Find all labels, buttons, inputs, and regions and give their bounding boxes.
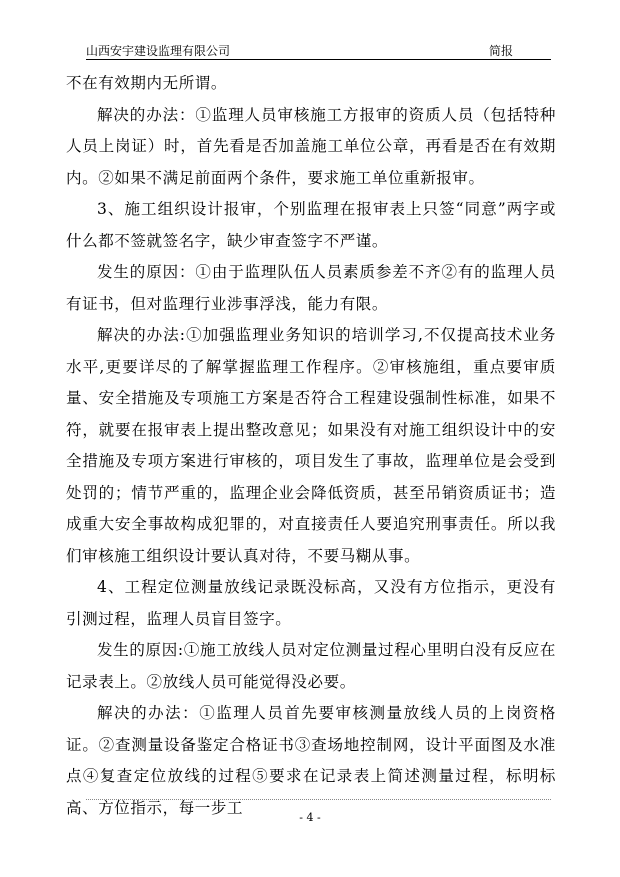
paragraph-solution-1: 解决的办法：①监理人员审核施工方报审的资质人员（包括特种人员上岗证）时，首先看是否加盖施工单位公章，再看是否在有效期内。②如果不满足前面两个条件，要求施工单位重新报审。 <box>66 105 556 187</box>
page-number: - 4 - <box>299 811 321 824</box>
paragraph-solution-3: 解决的办法:①加强监理业务知识的培训学习,不仅提高技术业务水平,更要详尽的了解掌握监理工作程序。②审核施组，重点要审质量、安全措施及专项施工方案是否符合工程建设强制性标准，如果不符，就要在报审表上提出整改意见；如果没有对施工组织设计中的安全措施及专项方案进行审核的，项目发生了事故，监理单位是会受到处罚的；情节严重的，监理企业会降低资质，甚至吊销资质证书；造成重大安全事故构成犯罪的，对直接责任人要追究刑事责任。所以我们审核施工组织设计要认真对待，不要马糊从事。 <box>66 326 556 565</box>
paragraph-cause-3: 发生的原因：①由于监理队伍人员素质参差不齐②有的监理人员有证书，但对监理行业涉事浮浅，能力有限。 <box>66 263 556 313</box>
paragraph-solution-4: 解决的办法：①监理人员首先要审核测量放线人员的上岗资格证。②查测量设备鉴定合格证书③查场地控制网，设计平面图及水准点④复查定位放线的过程⑤要求在记录表上简述测量过程，标明标高、方位指示，每一步工 <box>66 704 556 817</box>
footer-divider <box>86 799 551 800</box>
header-company-name: 山西安宇建设监理有限公司 <box>86 44 231 58</box>
header-document-type: 简报 <box>488 44 513 58</box>
paragraph-item-3: 3、施工组织设计报审，个别监理在报审表上只签“同意”两字或什么都不签就签名字，缺少审查签字不严谨。 <box>66 200 556 250</box>
paragraph-cause-4: 发生的原因:①施工放线人员对定位测量过程心里明白没有反应在记录表上。②放线人员可能觉得没必要。 <box>66 641 556 691</box>
header-divider <box>86 59 551 60</box>
paragraph-item-4: 4、工程定位测量放线记录既没标高，又没有方位指示，更没有引测过程，监理人员盲目签字。 <box>66 578 556 628</box>
page-header <box>86 40 551 60</box>
document-body <box>66 68 556 824</box>
paragraph-continuation: 不在有效期内无所谓。 <box>66 74 228 92</box>
